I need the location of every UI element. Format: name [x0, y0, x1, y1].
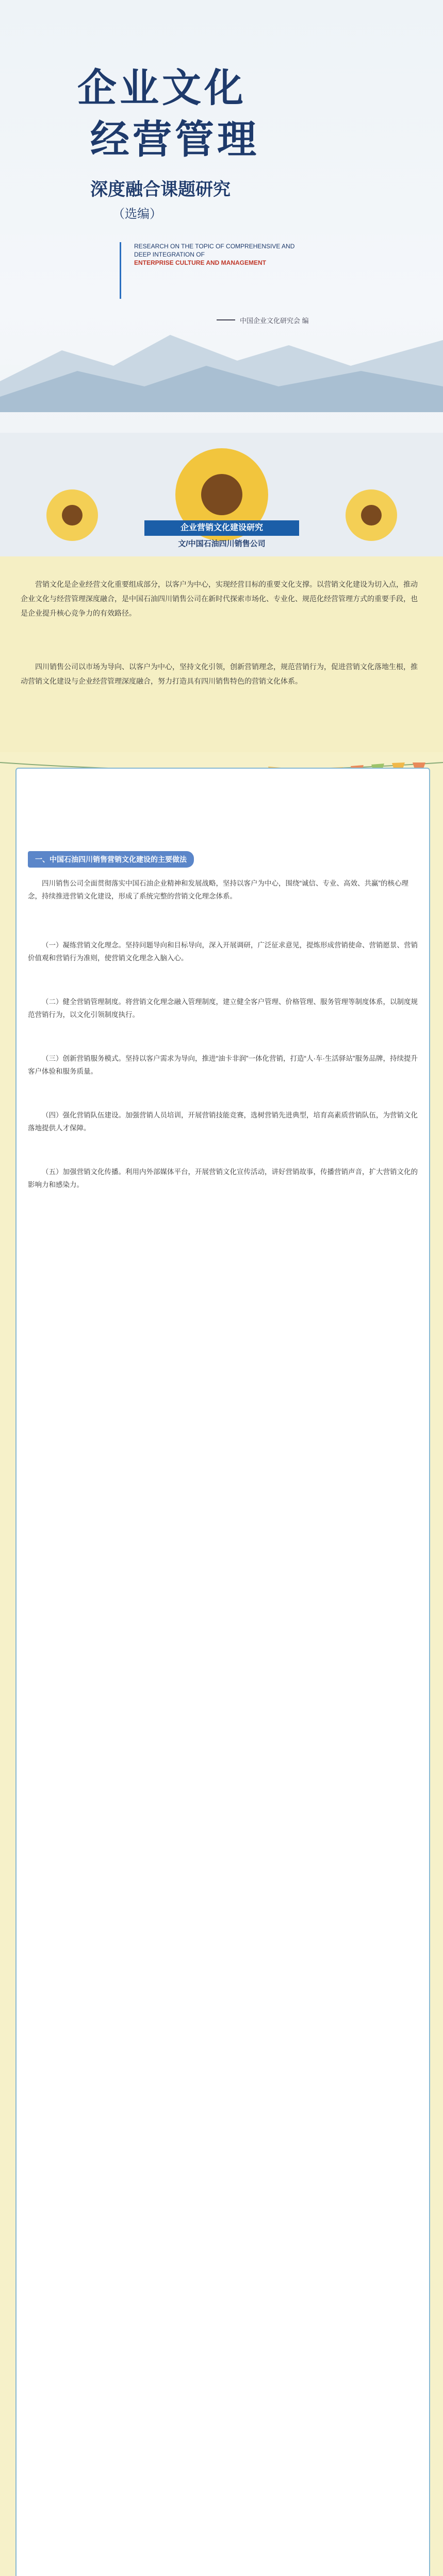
publisher: 中国企业文化研究会 编	[240, 317, 309, 325]
hero-edition: （选编）	[112, 207, 162, 221]
intro	[0, 556, 443, 752]
hero-english-text: RESEARCH ON THE TOPIC OF COMPREHENSIVE AND DEEP INTEGRATION OF	[134, 243, 295, 258]
body-paragraph: （五）加强营销文化传播。利用内外部媒体平台，开展营销文化宣传活动，讲好营销故事，传播营销声音，扩大营销文化的影响力和感染力。	[28, 1168, 418, 1189]
article-author: 文/中国石油四川销售公司	[178, 539, 266, 548]
article-ribbon-title: 企业营销文化建设研究	[144, 520, 299, 536]
main-article-card	[15, 768, 430, 2576]
body-paragraph: （二）健全营销管理制度。将营销文化理念融入管理制度，建立健全客户管理、价格管理、服务管理等制度体系，以制度规范营销行为，以文化引领制度执行。	[28, 998, 418, 1019]
intro-paragraph: 四川销售公司以市场为导向、以客户为中心，坚持文化引领，创新营销理念，规范营销行为，促进营销文化落地生根，推动营销文化建设与企业经营管理深度融合，努力打造具有四川销售特色的营销文化体系。	[21, 663, 418, 685]
mountain-illustration	[0, 289, 443, 412]
body-paragraph: （四）强化营销队伍建设。加强营销人员培训，开展营销技能竞赛，选树营销先进典型，培育高素质营销队伍，为营销文化落地提供人才保障。	[28, 1111, 418, 1132]
hero-title-line1: 企业文化	[77, 65, 247, 111]
body-paragraph: 四川销售公司全面贯彻落实中国石油企业精神和发展战略，坚持以客户为中心，围绕“诚信、专业、高效、共赢”的核心理念，持续推进营销文化建设，形成了系统完整的营销文化理念体系。	[28, 879, 408, 900]
hero-english	[134, 242, 299, 267]
hero-english-bold: ENTERPRISE CULTURE AND MANAGEMENT	[134, 259, 267, 266]
body-paragraph: （一）凝练营销文化理念。坚持问题导向和目标导向，深入开展调研，广泛征求意见，提炼形成营销使命、营销愿景、营销价值观和营销行为准则，使营销文化理念入脑入心。	[28, 941, 418, 962]
hero-title-line2: 经营管理	[90, 116, 259, 162]
body-paragraph: （三）创新营销服务模式。坚持以客户需求为导向，推进“油卡非润”一体化营销，打造“人·车·生活驿站”服务品牌，持续提升客户体验和服务质量。	[28, 1055, 418, 1075]
section-heading: 一、中国石油四川销售营销文化建设的主要做法	[28, 851, 194, 868]
hero-subtitle: 深度融合课题研究	[90, 180, 231, 199]
publisher-line	[217, 319, 235, 320]
hero-cover	[0, 0, 443, 556]
intro-paragraph: 营销文化是企业经营文化重要组成部分，以客户为中心，实现经营目标的重要文化支撑。以营销文化建设为切入点，推动企业文化与经营管理深度融合，是中国石油四川销售公司在新时代探索市场化、专业化、规范化经营管理方式的重要手段，也是企业提升核心竞争力的有效路径。	[21, 580, 418, 617]
